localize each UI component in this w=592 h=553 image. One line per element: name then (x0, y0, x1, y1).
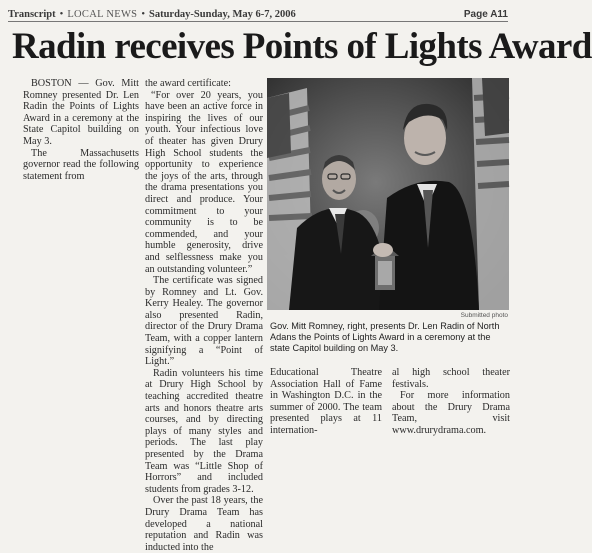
article-paragraph: Radin volunteers his time at Drury High School by teaching accredited theatre arts and honors theatre arts courses, and by directing plays of many styles and periods. The last play presented by the Drama Team was “Little Shop of Horrors” and included students from grades 3-12. (145, 367, 263, 495)
news-photo (267, 78, 509, 310)
photo-credit: Submitted photo (460, 312, 508, 319)
article-paragraph: al high school theater festivals. (392, 367, 510, 390)
header-rule (8, 21, 508, 22)
issue-date: Saturday-Sunday, May 6-7, 2006 (149, 9, 296, 20)
header-bullet: • (141, 9, 145, 20)
article-paragraph: The certificate was signed by Romney and Lt. Gov. Kerry Healey. The governor also presented Radin, director of the Drury Drama Team, with a copper lantern signifying a “Point of Light.” (145, 275, 263, 368)
article-column-3 (270, 367, 382, 437)
article-paragraph: Educational Theatre Association Hall of Fame in Washington D.C. in the summer of 2000. The team presented plays at 11 internation- (270, 367, 382, 436)
article-column-1 (23, 78, 139, 182)
page-number: Page A11 (463, 9, 508, 20)
headline: Radin receives Points of Lights Award (12, 26, 592, 67)
article-column-4 (392, 367, 510, 437)
section-name: LOCAL NEWS (67, 9, 138, 20)
article-column-2 (145, 78, 263, 553)
publication-name: Transcript (8, 9, 56, 20)
article-paragraph: For more information about the Drury Drama Team, visit www.drurydrama.com. (392, 390, 510, 436)
photo-illustration (267, 78, 509, 310)
article-paragraph: The Massachusetts governor read the following statement from (23, 147, 139, 182)
page-header (8, 3, 508, 20)
article-paragraph: Over the past 18 years, the Drury Drama Team has developed a national reputation and Radin was inducted into the (145, 495, 263, 553)
photo-caption: Gov. Mitt Romney, right, presents Dr. Len Radin of North Adans the Points of Lights Award in a ceremony at the state Capitol building on May 3. (270, 321, 500, 354)
header-bullet: • (59, 9, 64, 20)
certificate-quote: “For over 20 years, you have been an active force in inspiring the lives of our youth. Your infectious love of theater has given Drury High School students the opportunity to experience the joys of the arts, through the drama presentations you direct and produce. Your commitment to your community is to be commended, and your humble generosity, drive and selflessness make you an outstanding volunteer.” (145, 89, 263, 275)
article-paragraph: BOSTON — Gov. Mitt Romney presented Dr. Len Radin the Points of Lights Award in a ceremony at the State Capitol building on May 3. (23, 78, 139, 147)
article-paragraph: the award certificate: (145, 78, 231, 89)
